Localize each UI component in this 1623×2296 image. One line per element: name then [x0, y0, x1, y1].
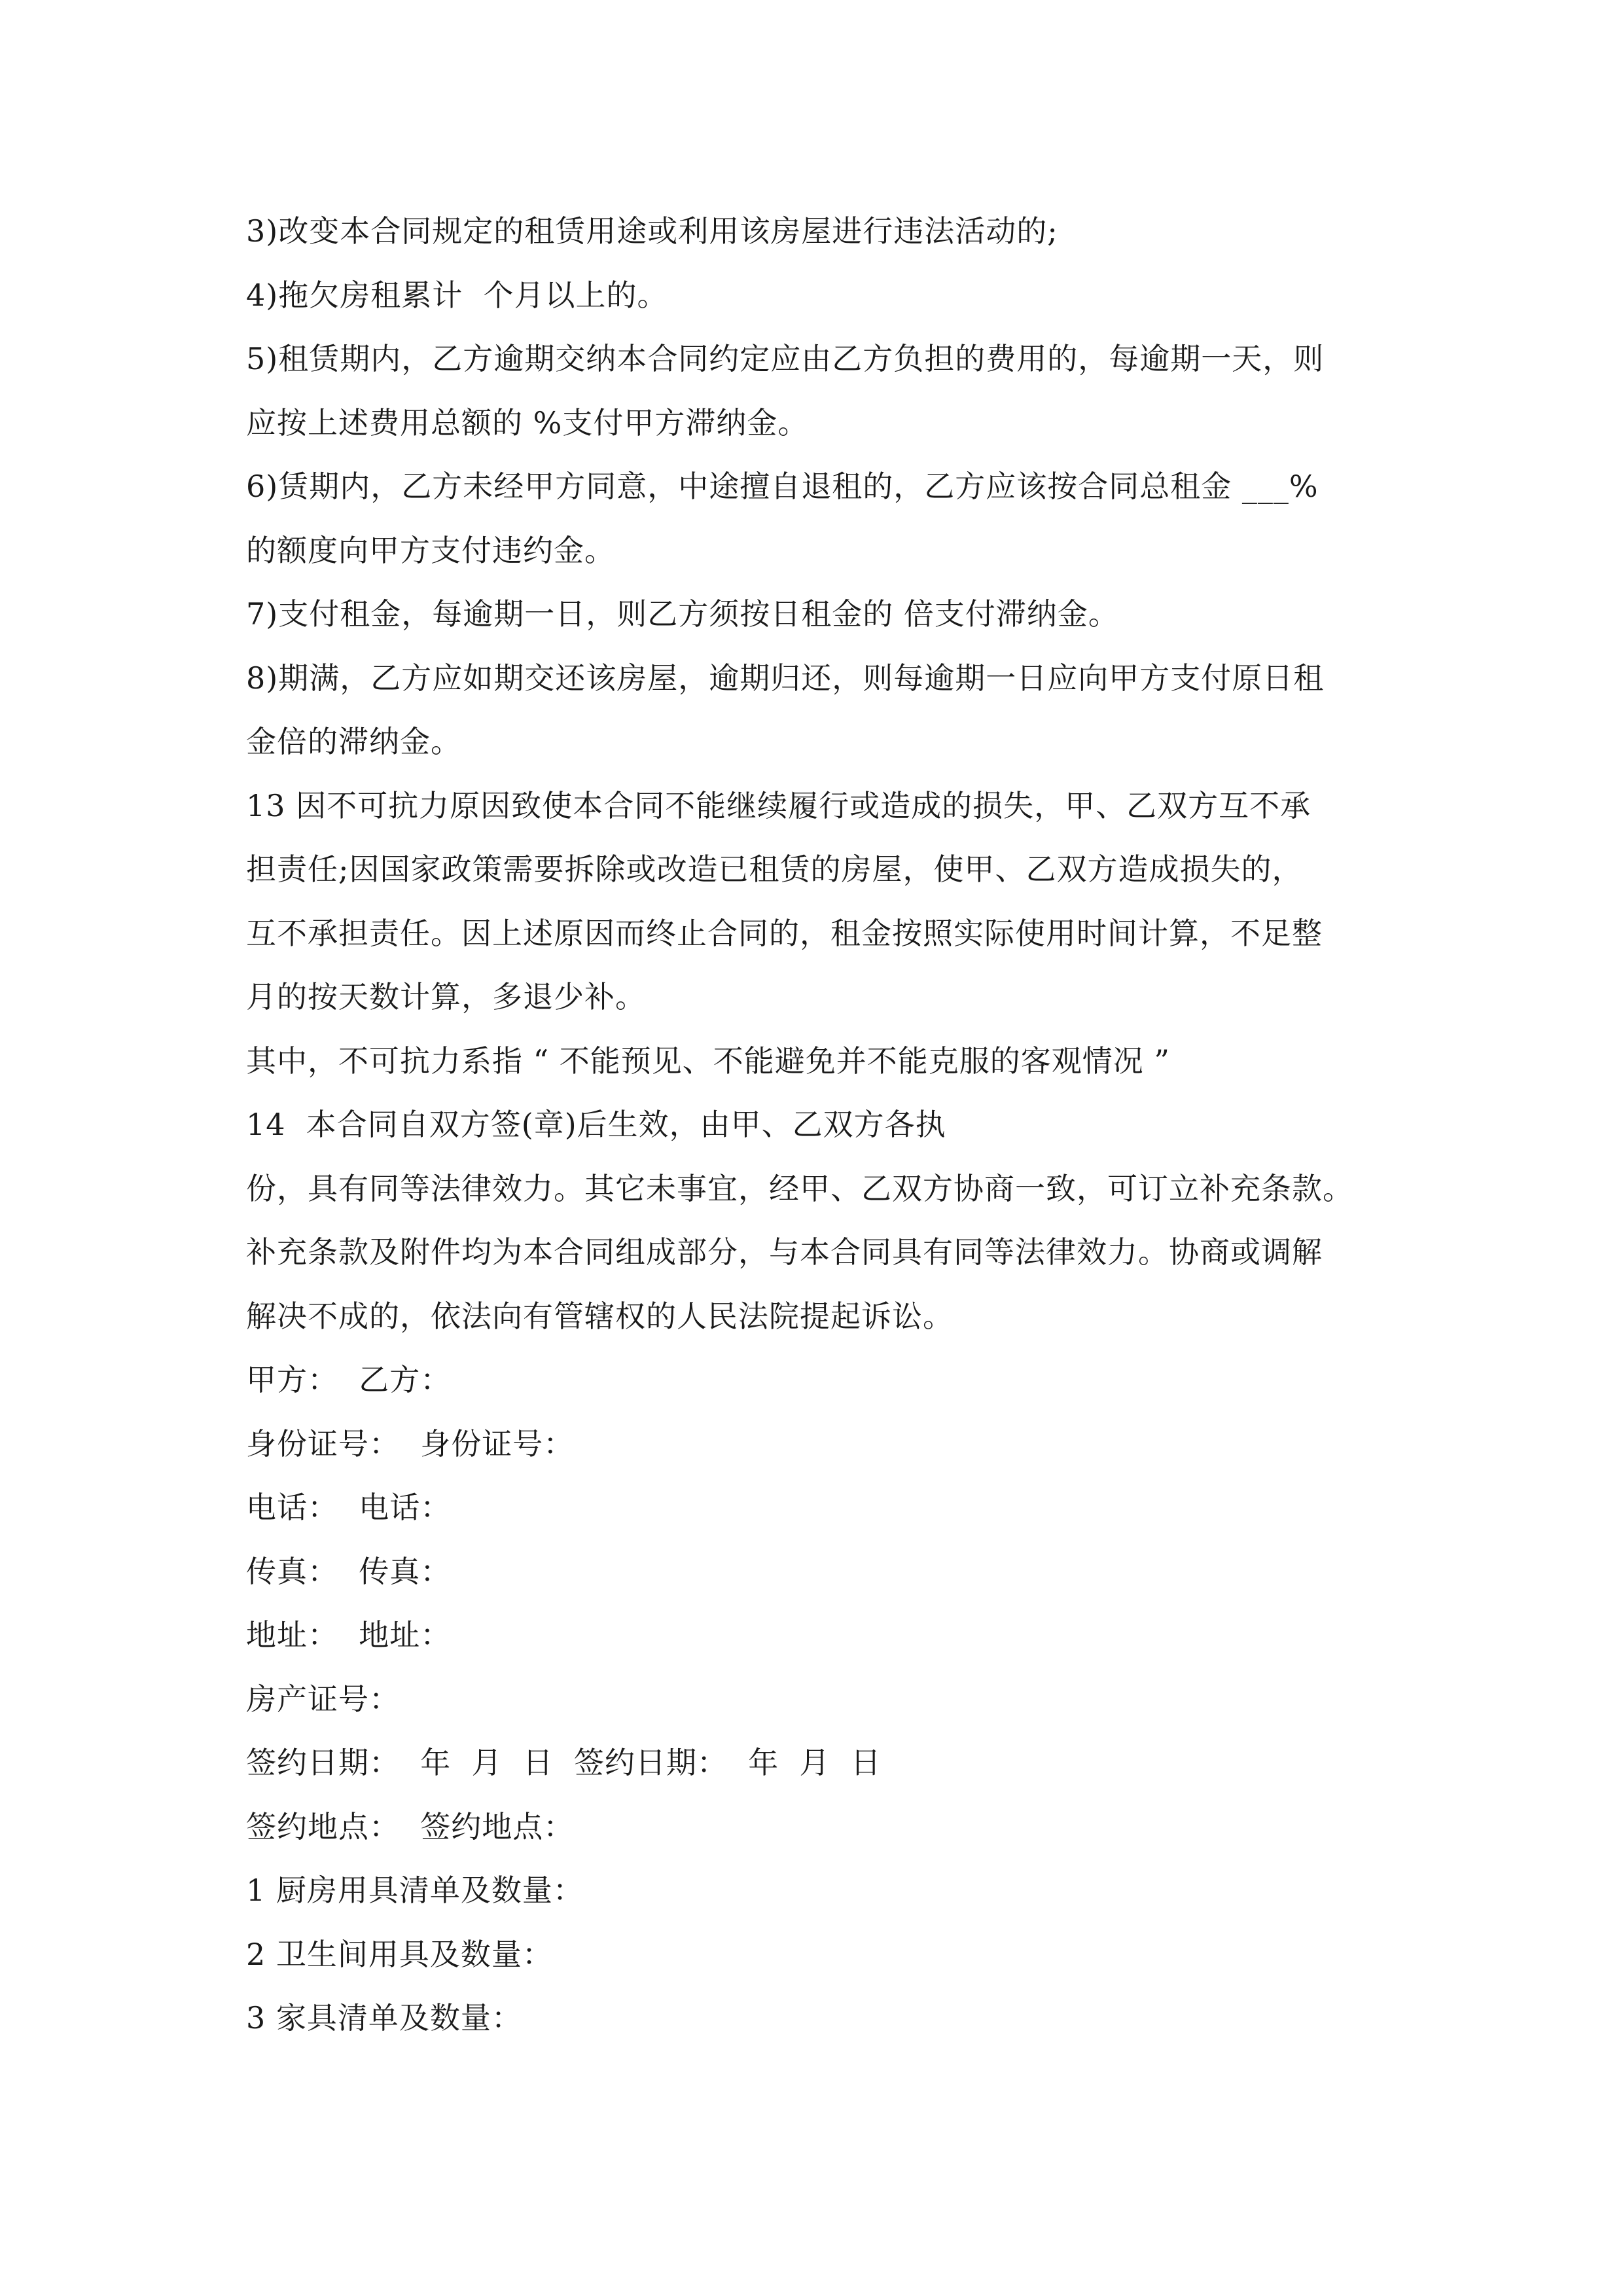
text-line: 份，具有同等法律效力。其它未事宜，经甲、乙双方协商一致，可订立补充条款。: [246, 1170, 1353, 1206]
signature-field-address: 地址： 地址：: [246, 1617, 452, 1653]
signature-field-date: 签约日期： 年 月 日 签约日期： 年 月 日: [246, 1745, 882, 1780]
text-line: 金倍的滞纳金。: [246, 724, 461, 759]
list-item-bathroom: 2 卫生间用具及数量：: [246, 1936, 553, 1972]
text-line: 3)改变本合同规定的租赁用途或利用该房屋进行违法活动的;: [246, 213, 1058, 249]
list-item-furniture: 3 家具清单及数量：: [246, 2000, 522, 2036]
text-line: 互不承担责任。因上述原因而终止合同的，租金按照实际使用时间计算，不足整: [246, 915, 1323, 951]
text-line: 应按上述费用总额的 %支付甲方滞纳金。: [246, 404, 809, 440]
signature-field-id: 身份证号： 身份证号：: [246, 1426, 575, 1462]
signature-field-party: 甲方： 乙方：: [246, 1362, 452, 1397]
signature-field-phone: 电话： 电话：: [246, 1490, 452, 1525]
text-line: 8)期满，乙方应如期交还该房屋，逾期归还，则每逾期一日应向甲方支付原日租: [246, 660, 1325, 696]
text-line: 4)拖欠房租累计 个月以上的。: [246, 277, 668, 313]
signature-field-fax: 传真： 传真：: [246, 1553, 452, 1589]
text-line: 6)赁期内，乙方未经甲方同意，中途擅自退租的，乙方应该按合同总租金 ___%: [246, 469, 1319, 504]
text-line: 的额度向甲方支付违约金。: [246, 532, 615, 568]
text-line: 14 本合同自双方签(章)后生效，由甲、乙双方各执: [246, 1107, 946, 1142]
document-body: [246, 200, 1382, 2051]
text-line: 5)租赁期内，乙方逾期交纳本合同约定应由乙方负担的费用的，每逾期一天，则: [246, 341, 1325, 376]
text-line: 解决不成的，依法向有管辖权的人民法院提起诉讼。: [246, 1298, 954, 1334]
signature-field-place: 签约地点： 签约地点：: [246, 1808, 575, 1844]
text-line: 月的按天数计算，多退少补。: [246, 979, 646, 1014]
signature-field-property-cert: 房产证号：: [246, 1681, 400, 1717]
text-line: 担责任;因国家政策需要拆除或改造已租赁的房屋，使甲、乙双方造成损失的，: [246, 852, 1303, 887]
list-item-kitchen: 1 厨房用具清单及数量：: [246, 1873, 584, 1908]
text-line: 13 因不可抗力原因致使本合同不能继续履行或造成的损失，甲、乙双方互不承: [246, 787, 1311, 823]
text-line: 补充条款及附件均为本合同组成部分，与本合同具有同等法律效力。协商或调解: [246, 1234, 1323, 1270]
text-line: 7)支付租金，每逾期一日，则乙方须按日租金的 倍支付滞纳金。: [246, 596, 1119, 632]
text-line: 其中，不可抗力系指 “ 不能预见、不能避免并不能克服的客观情况 ”: [246, 1043, 1170, 1079]
